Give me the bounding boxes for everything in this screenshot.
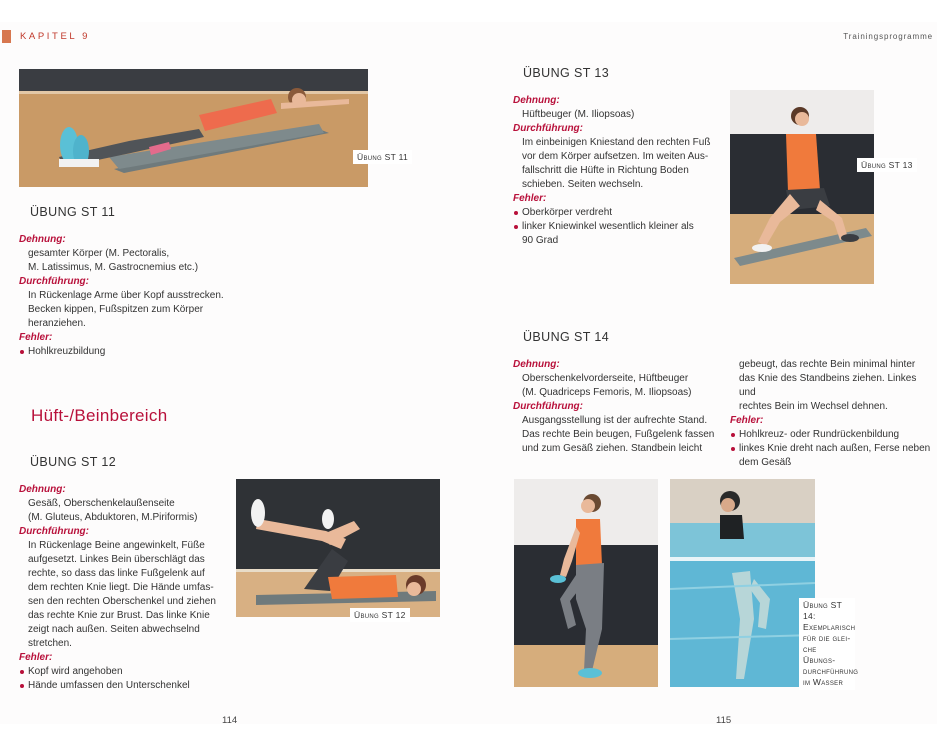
durch-line: schieben. Seiten wechseln. [522, 179, 644, 190]
chapter-label: KAPITEL 9 [20, 31, 91, 42]
caption-line: im Wasser [803, 677, 844, 687]
fehler-item: Hohlkreuz- oder Rundrückenbildung [730, 428, 935, 442]
label-durchfuehrung: Durchführung: [19, 276, 89, 287]
exercise-text-st14-col2 [730, 358, 935, 470]
fehler-item: linkes Knie dreht nach außen, Ferse neben dem Gesäß [730, 442, 935, 470]
label-fehler: Fehler: [19, 652, 53, 663]
durch-line: das rechte Knie zur Brust. Das linke Knie [28, 610, 210, 621]
caption-line: che Übungs- [803, 644, 836, 665]
durch-line: und zum Gesäß ziehen. Standbein leicht [522, 443, 703, 454]
durch-line: sen den rechten Oberschenkel und ziehen [28, 596, 216, 607]
caption-line: für die glei- [803, 633, 851, 643]
label-fehler: Fehler: [730, 415, 764, 426]
caption-st12: Übung ST 12 [350, 608, 410, 622]
exercise-text-st11 [19, 233, 269, 359]
label-dehnung: Dehnung: [19, 234, 66, 245]
label-dehnung: Dehnung: [513, 359, 560, 370]
photo-st14-standing [514, 479, 658, 687]
durch-line: fallschritt die Hüfte in Richtung Boden [522, 165, 689, 176]
photo-st11 [19, 69, 368, 187]
exercise-title-st14: ÜBUNG ST 14 [523, 330, 610, 344]
dehnung-line: gesamter Körper (M. Pectoralis, [28, 248, 170, 259]
exercise-title-st13: ÜBUNG ST 13 [523, 66, 610, 80]
photo-st13 [730, 90, 874, 284]
fehler-item: Hände umfassen den Unterschenkel [19, 679, 234, 693]
fehler-item: Oberkörper verdreht [513, 206, 718, 220]
durch-line: In Rückenlage Beine angewinkelt, Füße [28, 540, 205, 551]
durch-line: das Knie des Standbeins ziehen. Linkes und [739, 373, 917, 398]
durch-line: rechte, so dass das linke Fußgelenk auf [28, 568, 205, 579]
dehnung-line: Gesäß, Oberschenkelaußenseite [28, 498, 175, 509]
exercise-text-st12 [19, 483, 234, 693]
durch-line: stretchen. [28, 638, 72, 649]
fehler-item: linker Kniewinkel wesentlich kleiner als 90 Grad [513, 220, 718, 248]
durch-line: Ausgangsstellung ist der aufrechte Stand. [522, 415, 708, 426]
page-number-right: 115 [716, 715, 732, 726]
label-fehler: Fehler: [513, 193, 547, 204]
durch-line: heranziehen. [28, 318, 86, 329]
label-dehnung: Dehnung: [19, 484, 66, 495]
photo-st12 [236, 479, 440, 617]
caption-st11: Übung ST 11 [353, 150, 412, 164]
photo-st14-pool [670, 479, 815, 687]
exercise-text-st13 [513, 94, 718, 248]
exercise-title-st12: ÜBUNG ST 12 [30, 455, 117, 469]
dehnung-line: Oberschenkelvorderseite, Hüftbeuger [522, 373, 689, 384]
exercise-title-st11: ÜBUNG ST 11 [30, 205, 116, 219]
durch-line: rechtes Bein im Wechsel dehnen. [739, 401, 888, 412]
dehnung-line: (M. Quadriceps Femoris, M. Iliopsoas) [522, 387, 692, 398]
caption-line: Exemplarisch [803, 622, 856, 632]
durch-line: Im einbeinigen Kniestand den rechten Fuß [522, 137, 711, 148]
exercise-text-st14 [513, 358, 728, 456]
durch-line: In Rückenlage Arme über Kopf ausstrecken. [28, 290, 224, 301]
fehler-item: Hohlkreuzbildung [19, 345, 269, 359]
label-durchfuehrung: Durchführung: [513, 401, 583, 412]
fehler-item: Kopf wird angehoben [19, 665, 234, 679]
caption-st14 [799, 598, 859, 690]
durch-line: vor dem Körper aufsetzen. Im weiten Aus- [522, 151, 709, 162]
dehnung-line: (M. Gluteus, Abduktoren, M.Piriformis) [28, 512, 198, 523]
label-fehler: Fehler: [19, 332, 53, 343]
dehnung-line: Hüftbeuger (M. Iliopsoas) [522, 109, 635, 120]
label-dehnung: Dehnung: [513, 95, 560, 106]
dehnung-line: M. Latissimus, M. Gastrocnemius etc.) [28, 262, 199, 273]
durch-line: aufgesetzt. Linkes Bein überschlägt das [28, 554, 205, 565]
durch-line: Das rechte Bein beugen, Fußgelenk fassen [522, 429, 715, 440]
durch-line: zeigt nach außen. Seiten abwechselnd [28, 624, 200, 635]
durch-line: Becken kippen, Fußspitzen zum Körper [28, 304, 204, 315]
label-durchfuehrung: Durchführung: [19, 526, 89, 537]
caption-line: Übung ST 14: [803, 600, 842, 621]
page-number-left: 114 [222, 715, 238, 726]
durch-line: dem rechten Knie liegt. Die Hände umfas- [28, 582, 214, 593]
label-durchfuehrung: Durchführung: [513, 123, 583, 134]
section-title: Hüft-/Beinbereich [31, 406, 168, 425]
caption-st13: Übung ST 13 [857, 158, 917, 172]
durch-line: gebeugt, das rechte Bein minimal hinter [739, 359, 916, 370]
running-head: Trainingsprogramme [843, 32, 933, 41]
caption-line: durchführung [803, 666, 859, 676]
chapter-marker [2, 30, 11, 43]
